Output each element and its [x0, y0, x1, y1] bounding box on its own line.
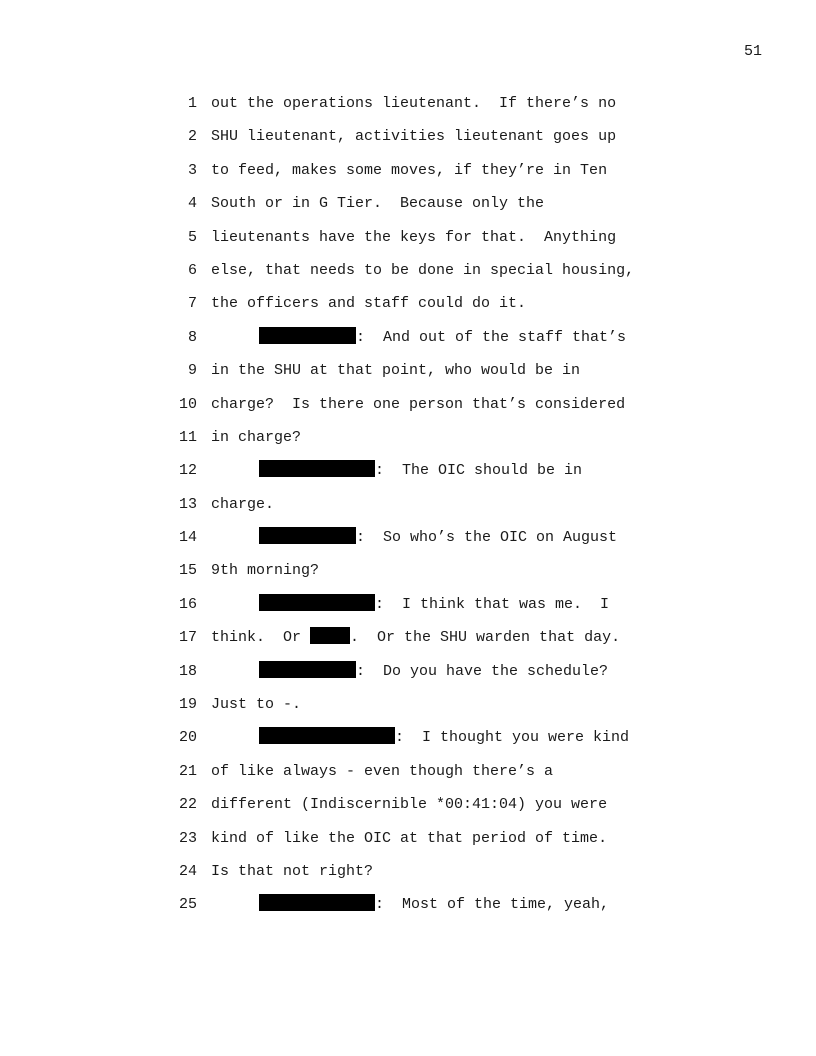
line-segment: charge.	[211, 495, 275, 513]
line-number: 15	[178, 562, 197, 580]
line-text	[211, 226, 616, 250]
line-text	[211, 593, 609, 617]
transcript-line	[0, 860, 816, 893]
line-number: 10	[178, 395, 197, 413]
line-segment: of like always - even though there’s a	[211, 762, 554, 780]
line-text	[211, 893, 609, 917]
transcript-line	[0, 660, 816, 693]
line-text	[211, 793, 607, 817]
transcript-line	[0, 192, 816, 225]
transcript-line	[0, 559, 816, 592]
line-number: 8	[187, 328, 197, 346]
line-segment: the officers and staff could do it.	[211, 295, 527, 313]
transcript-line	[0, 827, 816, 860]
line-text	[211, 92, 616, 116]
redaction-block	[310, 627, 350, 644]
redaction-block	[259, 527, 356, 544]
transcript-line	[0, 292, 816, 325]
redaction-block	[259, 661, 356, 678]
line-number: 22	[178, 796, 197, 814]
transcript-line	[0, 359, 816, 392]
line-number: 5	[187, 228, 197, 246]
line-segment: Just to -.	[211, 696, 302, 714]
transcript-line	[0, 226, 816, 259]
line-segment: 9th morning?	[211, 562, 320, 580]
line-number: 16	[178, 595, 197, 613]
line-segment: : I think that was me. I	[375, 595, 610, 613]
line-text	[211, 559, 319, 583]
line-segment: charge? Is there one person that’s considered	[211, 395, 626, 413]
line-text	[211, 326, 626, 350]
transcript-line	[0, 593, 816, 626]
transcript-line	[0, 760, 816, 793]
transcript-line	[0, 626, 816, 659]
line-segment: : Most of the time, yeah,	[375, 896, 610, 914]
line-number: 6	[187, 261, 197, 279]
transcript-line	[0, 92, 816, 125]
line-segment: think. Or	[211, 629, 311, 647]
line-segment: SHU lieutenant, activities lieutenant goes up	[211, 128, 617, 146]
line-text	[211, 760, 553, 784]
line-number: 1	[187, 95, 197, 112]
transcript-line	[0, 125, 816, 158]
line-number: 12	[178, 462, 197, 480]
line-segment: South or in G Tier. Because only the	[211, 195, 545, 213]
transcript-body	[0, 92, 816, 927]
line-number: 2	[187, 128, 197, 146]
transcript-line	[0, 893, 816, 926]
line-number: 18	[178, 662, 197, 680]
line-segment: out the operations lieutenant. If there’s no	[211, 95, 617, 112]
line-text	[211, 827, 607, 851]
redaction-block	[259, 594, 375, 611]
line-segment: different (Indiscernible *00:41:04) you were	[211, 796, 608, 814]
line-text	[211, 359, 580, 383]
redaction-block	[259, 460, 375, 477]
line-text	[211, 526, 617, 550]
transcript-line	[0, 493, 816, 526]
line-number: 7	[187, 295, 197, 313]
line-number: 21	[178, 762, 197, 780]
line-segment: kind of like the OIC at that period of time.	[211, 829, 608, 847]
line-number: 14	[178, 529, 197, 547]
line-segment: lieutenants have the keys for that. Anything	[211, 228, 617, 246]
line-segment: to feed, makes some moves, if they’re in Ten	[211, 161, 608, 179]
transcript-line	[0, 693, 816, 726]
transcript-line	[0, 726, 816, 759]
line-text	[211, 426, 301, 450]
line-text	[211, 192, 544, 216]
line-text	[211, 626, 620, 650]
line-text	[211, 493, 274, 517]
line-text	[211, 292, 526, 316]
line-text	[211, 459, 582, 483]
line-number: 13	[178, 495, 197, 513]
line-segment: else, that needs to be done in special housing,	[211, 261, 635, 279]
line-number: 4	[187, 195, 197, 213]
line-segment: in charge?	[211, 428, 302, 446]
line-text	[211, 125, 616, 149]
line-number: 11	[178, 428, 197, 446]
line-number: 17	[178, 629, 197, 647]
page-number: 51	[743, 43, 762, 60]
line-number: 20	[178, 729, 197, 747]
line-number: 25	[178, 896, 197, 914]
line-text	[211, 693, 301, 717]
transcript-line	[0, 459, 816, 492]
line-number: 19	[178, 696, 197, 714]
line-text	[211, 393, 625, 417]
transcript-line	[0, 793, 816, 826]
line-segment: : And out of the staff that’s	[356, 328, 627, 346]
redaction-block	[259, 327, 356, 344]
line-segment: in the SHU at that point, who would be in	[211, 362, 581, 380]
line-text	[211, 159, 607, 183]
transcript-line	[0, 159, 816, 192]
line-text	[211, 726, 629, 750]
line-text	[211, 860, 373, 884]
line-number: 24	[178, 862, 197, 880]
line-segment: : I thought you were kind	[395, 729, 630, 747]
line-segment: : The OIC should be in	[375, 462, 583, 480]
redaction-block	[259, 894, 375, 911]
transcript-line	[0, 526, 816, 559]
line-segment: Is that not right?	[211, 862, 374, 880]
line-number: 23	[178, 829, 197, 847]
line-text	[211, 259, 634, 283]
line-number: 9	[187, 362, 197, 380]
line-number: 3	[187, 161, 197, 179]
transcript-line	[0, 259, 816, 292]
transcript-line	[0, 426, 816, 459]
line-segment: : Do you have the schedule?	[356, 662, 609, 680]
transcript-line	[0, 326, 816, 359]
line-segment: . Or the SHU warden that day.	[350, 629, 621, 647]
line-segment: : So who’s the OIC on August	[356, 529, 618, 547]
redaction-block	[259, 727, 395, 744]
transcript-line	[0, 393, 816, 426]
line-text	[211, 660, 608, 684]
